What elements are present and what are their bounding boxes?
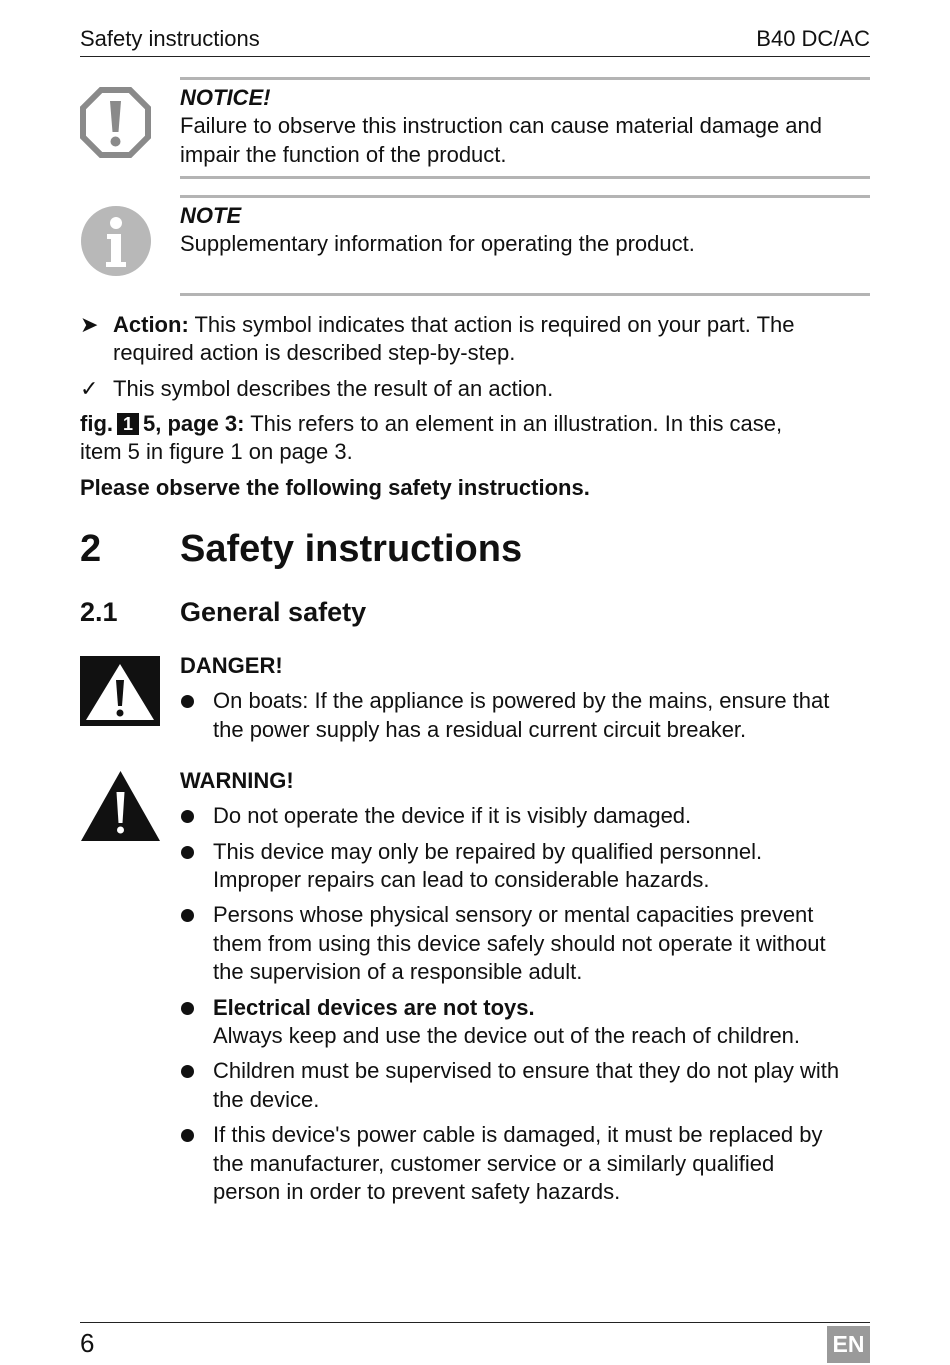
section-title: Safety instructions: [180, 528, 523, 570]
notice-title: NOTICE!: [180, 85, 271, 110]
notice-octagon-exclamation-icon: [80, 87, 151, 158]
action-label: Action:: [113, 312, 189, 337]
danger-item-line2: the power supply has a residual current circuit breaker.: [213, 717, 747, 742]
fig-reference-line1: [80, 410, 870, 439]
danger-title: DANGER!: [180, 653, 283, 678]
warning-bullet: [181, 810, 194, 823]
warning-item-1-line1: Do not operate the device if it is visibly damaged.: [213, 803, 692, 828]
running-header-left: Safety instructions: [80, 26, 260, 51]
warning-item-3-line2: them from using this device safely should not operate it without: [213, 931, 826, 956]
warning-item-6-line2: the manufacturer, customer service or a similarly qualified: [213, 1151, 775, 1176]
observe-instruction: Please observe the following safety instructions.: [80, 475, 590, 500]
warning-item-3-line3: the supervision of a responsible adult.: [213, 959, 583, 984]
warning-title: WARNING!: [180, 768, 294, 793]
running-header-right: B40 DC/AC: [756, 26, 870, 51]
footer-rule: [80, 1322, 870, 1323]
warning-bullet: [181, 1129, 194, 1142]
note-title: NOTE: [180, 203, 242, 228]
result-text: This symbol describes the result of an action.: [113, 376, 554, 401]
header-rule: [80, 56, 870, 57]
danger-warning-triangle-icon: [80, 656, 160, 726]
notice-text-line1: Failure to observe this instruction can cause material damage and: [180, 113, 823, 138]
action-line1: [113, 311, 873, 340]
warning-bullet: [181, 1002, 194, 1015]
fig-prefix: fig.: [80, 411, 113, 436]
notice-top-rule: [180, 77, 870, 80]
fig-text1: This refers to an element in an illustration. In this case,: [244, 411, 783, 436]
note-top-rule: [180, 195, 870, 198]
notice-bottom-rule: [180, 176, 870, 179]
language-badge: EN: [827, 1326, 870, 1363]
warning-item-4-line1: Electrical devices are not toys.: [213, 995, 535, 1020]
notice-text-line2: impair the function of the product.: [180, 142, 507, 167]
warning-bullet: [181, 1065, 194, 1078]
danger-bullet: [181, 695, 194, 708]
warning-item-2-line1: This device may only be repaired by qualified personnel.: [213, 839, 763, 864]
warning-item-6-line3: person in order to prevent safety hazards.: [213, 1179, 621, 1204]
note-text: Supplementary information for operating the product.: [180, 231, 695, 256]
warning-triangle-icon: [80, 770, 161, 842]
subsection-title: General safety: [180, 597, 367, 627]
fig-ref: 5, page 3:: [143, 411, 245, 436]
warning-bullet: [181, 909, 194, 922]
section-number: 2: [80, 528, 102, 570]
warning-item-3-line1: Persons whose physical sensory or mental capacities prevent: [213, 902, 814, 927]
action-arrow-icon: ➤: [80, 312, 99, 337]
warning-bullet: [181, 846, 194, 859]
subsection-number: 2.1: [80, 597, 118, 627]
checkmark-icon: ✓: [80, 376, 99, 401]
warning-item-5-line1: Children must be supervised to ensure that they do not play with: [213, 1058, 840, 1083]
warning-item-2-line2: Improper repairs can lead to considerable hazards.: [213, 867, 710, 892]
warning-item-5-line2: the device.: [213, 1087, 320, 1112]
info-circle-icon: [80, 205, 152, 277]
warning-item-6-line1: If this device's power cable is damaged, it must be replaced by: [213, 1122, 823, 1147]
action-line2: required action is described step-by-step.: [113, 340, 516, 365]
danger-item-line1: On boats: If the appliance is powered by the mains, ensure that: [213, 688, 830, 713]
note-bottom-rule: [180, 293, 870, 296]
action-text1: This symbol indicates that action is required on your part. The: [188, 312, 795, 337]
warning-item-4-line2: Always keep and use the device out of the reach of children.: [213, 1023, 801, 1048]
fig-reference-line2: item 5 in figure 1 on page 3.: [80, 439, 353, 464]
page-number: 6: [80, 1328, 95, 1358]
fig-number-box: 1: [117, 413, 139, 435]
